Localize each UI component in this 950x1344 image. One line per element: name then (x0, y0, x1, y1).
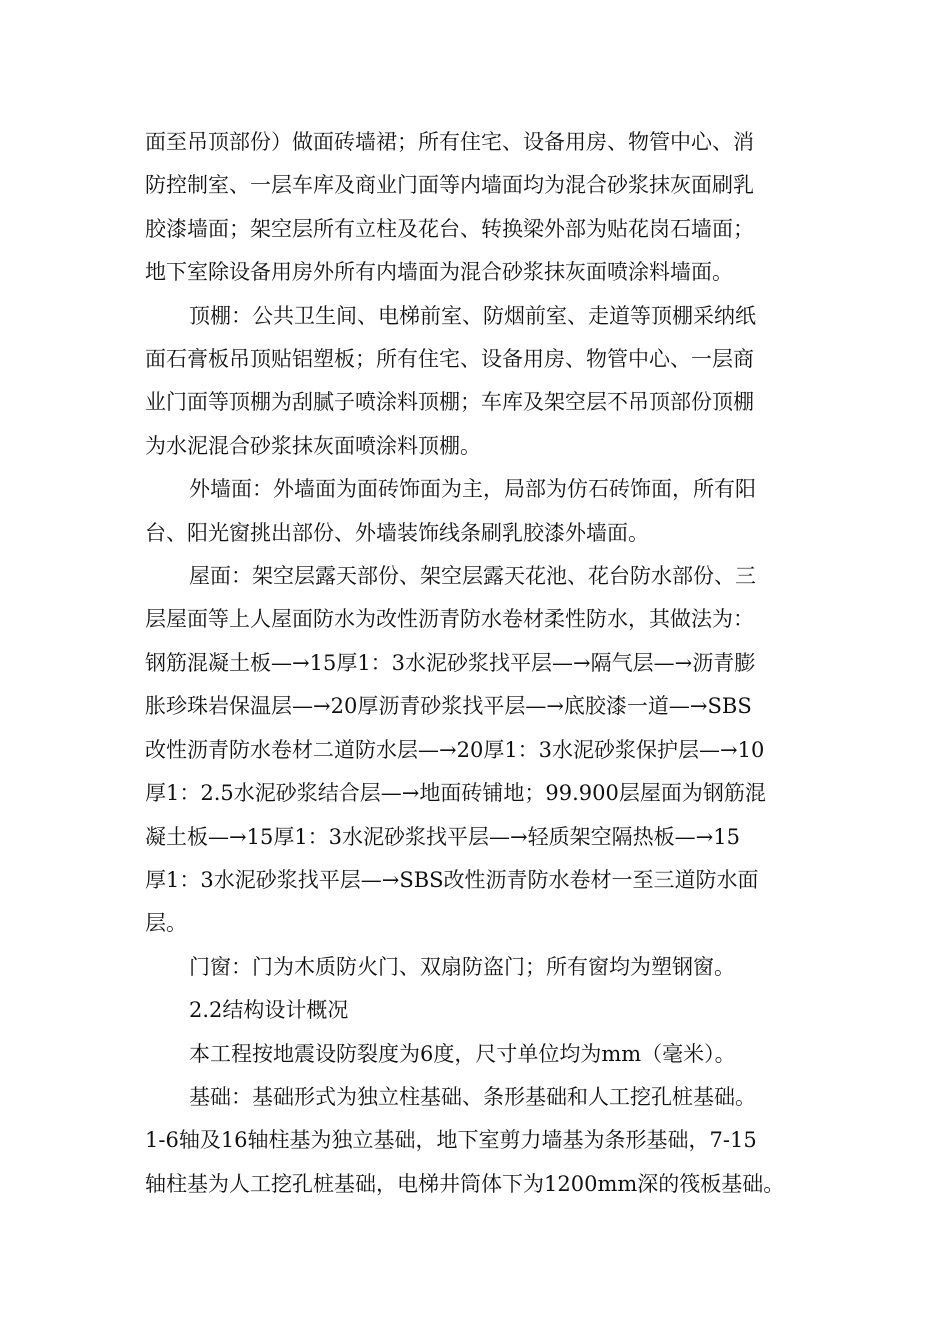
paragraph-foundation (145, 1076, 835, 1206)
text-line: 台、阳光窗挑出部份、外墙装饰线条刷乳胶漆外墙面。 (145, 520, 649, 545)
text-line: 防控制室、一层车库及商业门面等内墙面均为混合砂浆抹灰面刷乳 (145, 173, 754, 198)
text-line: 业门面等顶棚为刮腻子喷涂料顶棚；车库及架空层不吊顶部份顶棚 (145, 390, 754, 415)
paragraph-seismic (145, 1033, 835, 1076)
text-line: 顶棚：公共卫生间、电梯前室、防烟前室、走道等顶棚采纳纸 (189, 303, 756, 328)
text-line: 层屋面等上人屋面防水为改性沥青防水卷材柔性防水，其做法为： (145, 607, 754, 632)
text-line: 门窗：门为木质防火门、双扇防盗门；所有窗均为塑钢窗。 (189, 954, 735, 979)
text-line: 改性沥青防水卷材二道防水层—→20厚1：3水泥砂浆保护层—→10 (145, 737, 765, 762)
text-line: 胀珍珠岩保温层—→20厚沥青砂浆找平层—→底胶漆一道—→SBS (145, 694, 752, 719)
text-line: 面至吊顶部份）做面砖墙裙；所有住宅、设备用房、物管中心、消 (145, 130, 754, 154)
paragraph-doors-windows (145, 946, 835, 989)
paragraph-roof (145, 555, 835, 946)
text-line: 地下室除设备用房外所有内墙面为混合砂浆抹灰面喷涂料墙面。 (145, 260, 733, 285)
text-line: 为水泥混合砂浆抹灰面喷涂料顶棚。 (145, 433, 481, 458)
text-line: 面石膏板吊顶贴铝塑板；所有住宅、设备用房、物管中心、一层商 (145, 347, 754, 372)
heading-text: 2.2结构设计概况 (189, 998, 349, 1023)
document-body (145, 121, 835, 1206)
section-heading (145, 989, 835, 1032)
text-line: 凝土板—→15厚1：3水泥砂浆找平层—→轻质架空隔热板—→15 (145, 824, 740, 849)
text-line: 轴柱基为人工挖孔桩基础，电梯井筒体下为1200mm深的筏板基础。 (145, 1171, 785, 1196)
text-line: 层。 (145, 911, 187, 936)
text-line: 基础：基础形式为独立柱基础、条形基础和人工挖孔桩基础。 (189, 1084, 756, 1109)
text-line: 本工程按地震设防裂度为6度，尺寸单位均为mm（毫米）。 (189, 1041, 736, 1066)
text-line: 胶漆墙面；架空层所有立柱及花台、转换梁外部为贴花岗石墙面； (145, 216, 754, 241)
paragraph-ceiling (145, 295, 835, 469)
paragraph-exterior-walls (145, 468, 835, 555)
text-line: 钢筋混凝土板—→15厚1：3水泥砂浆找平层—→隔气层—→沥青膨 (145, 650, 756, 675)
text-line: 厚1：3水泥砂浆找平层—→SBS改性沥青防水卷材一至三道防水面 (145, 867, 759, 892)
text-line: 厚1：2.5水泥砂浆结合层—→地面砖铺地；99.900层屋面为钢筋混 (145, 781, 766, 806)
text-line: 1-6轴及16轴柱基为独立基础，地下室剪力墙基为条形基础，7-15 (145, 1128, 757, 1153)
text-line: 屋面：架空层露天部份、架空层露天花池、花台防水部份、三 (189, 564, 756, 589)
paragraph-interior-walls (145, 121, 835, 295)
text-line: 外墙面：外墙面为面砖饰面为主，局部为仿石砖饰面，所有阳 (189, 477, 756, 502)
